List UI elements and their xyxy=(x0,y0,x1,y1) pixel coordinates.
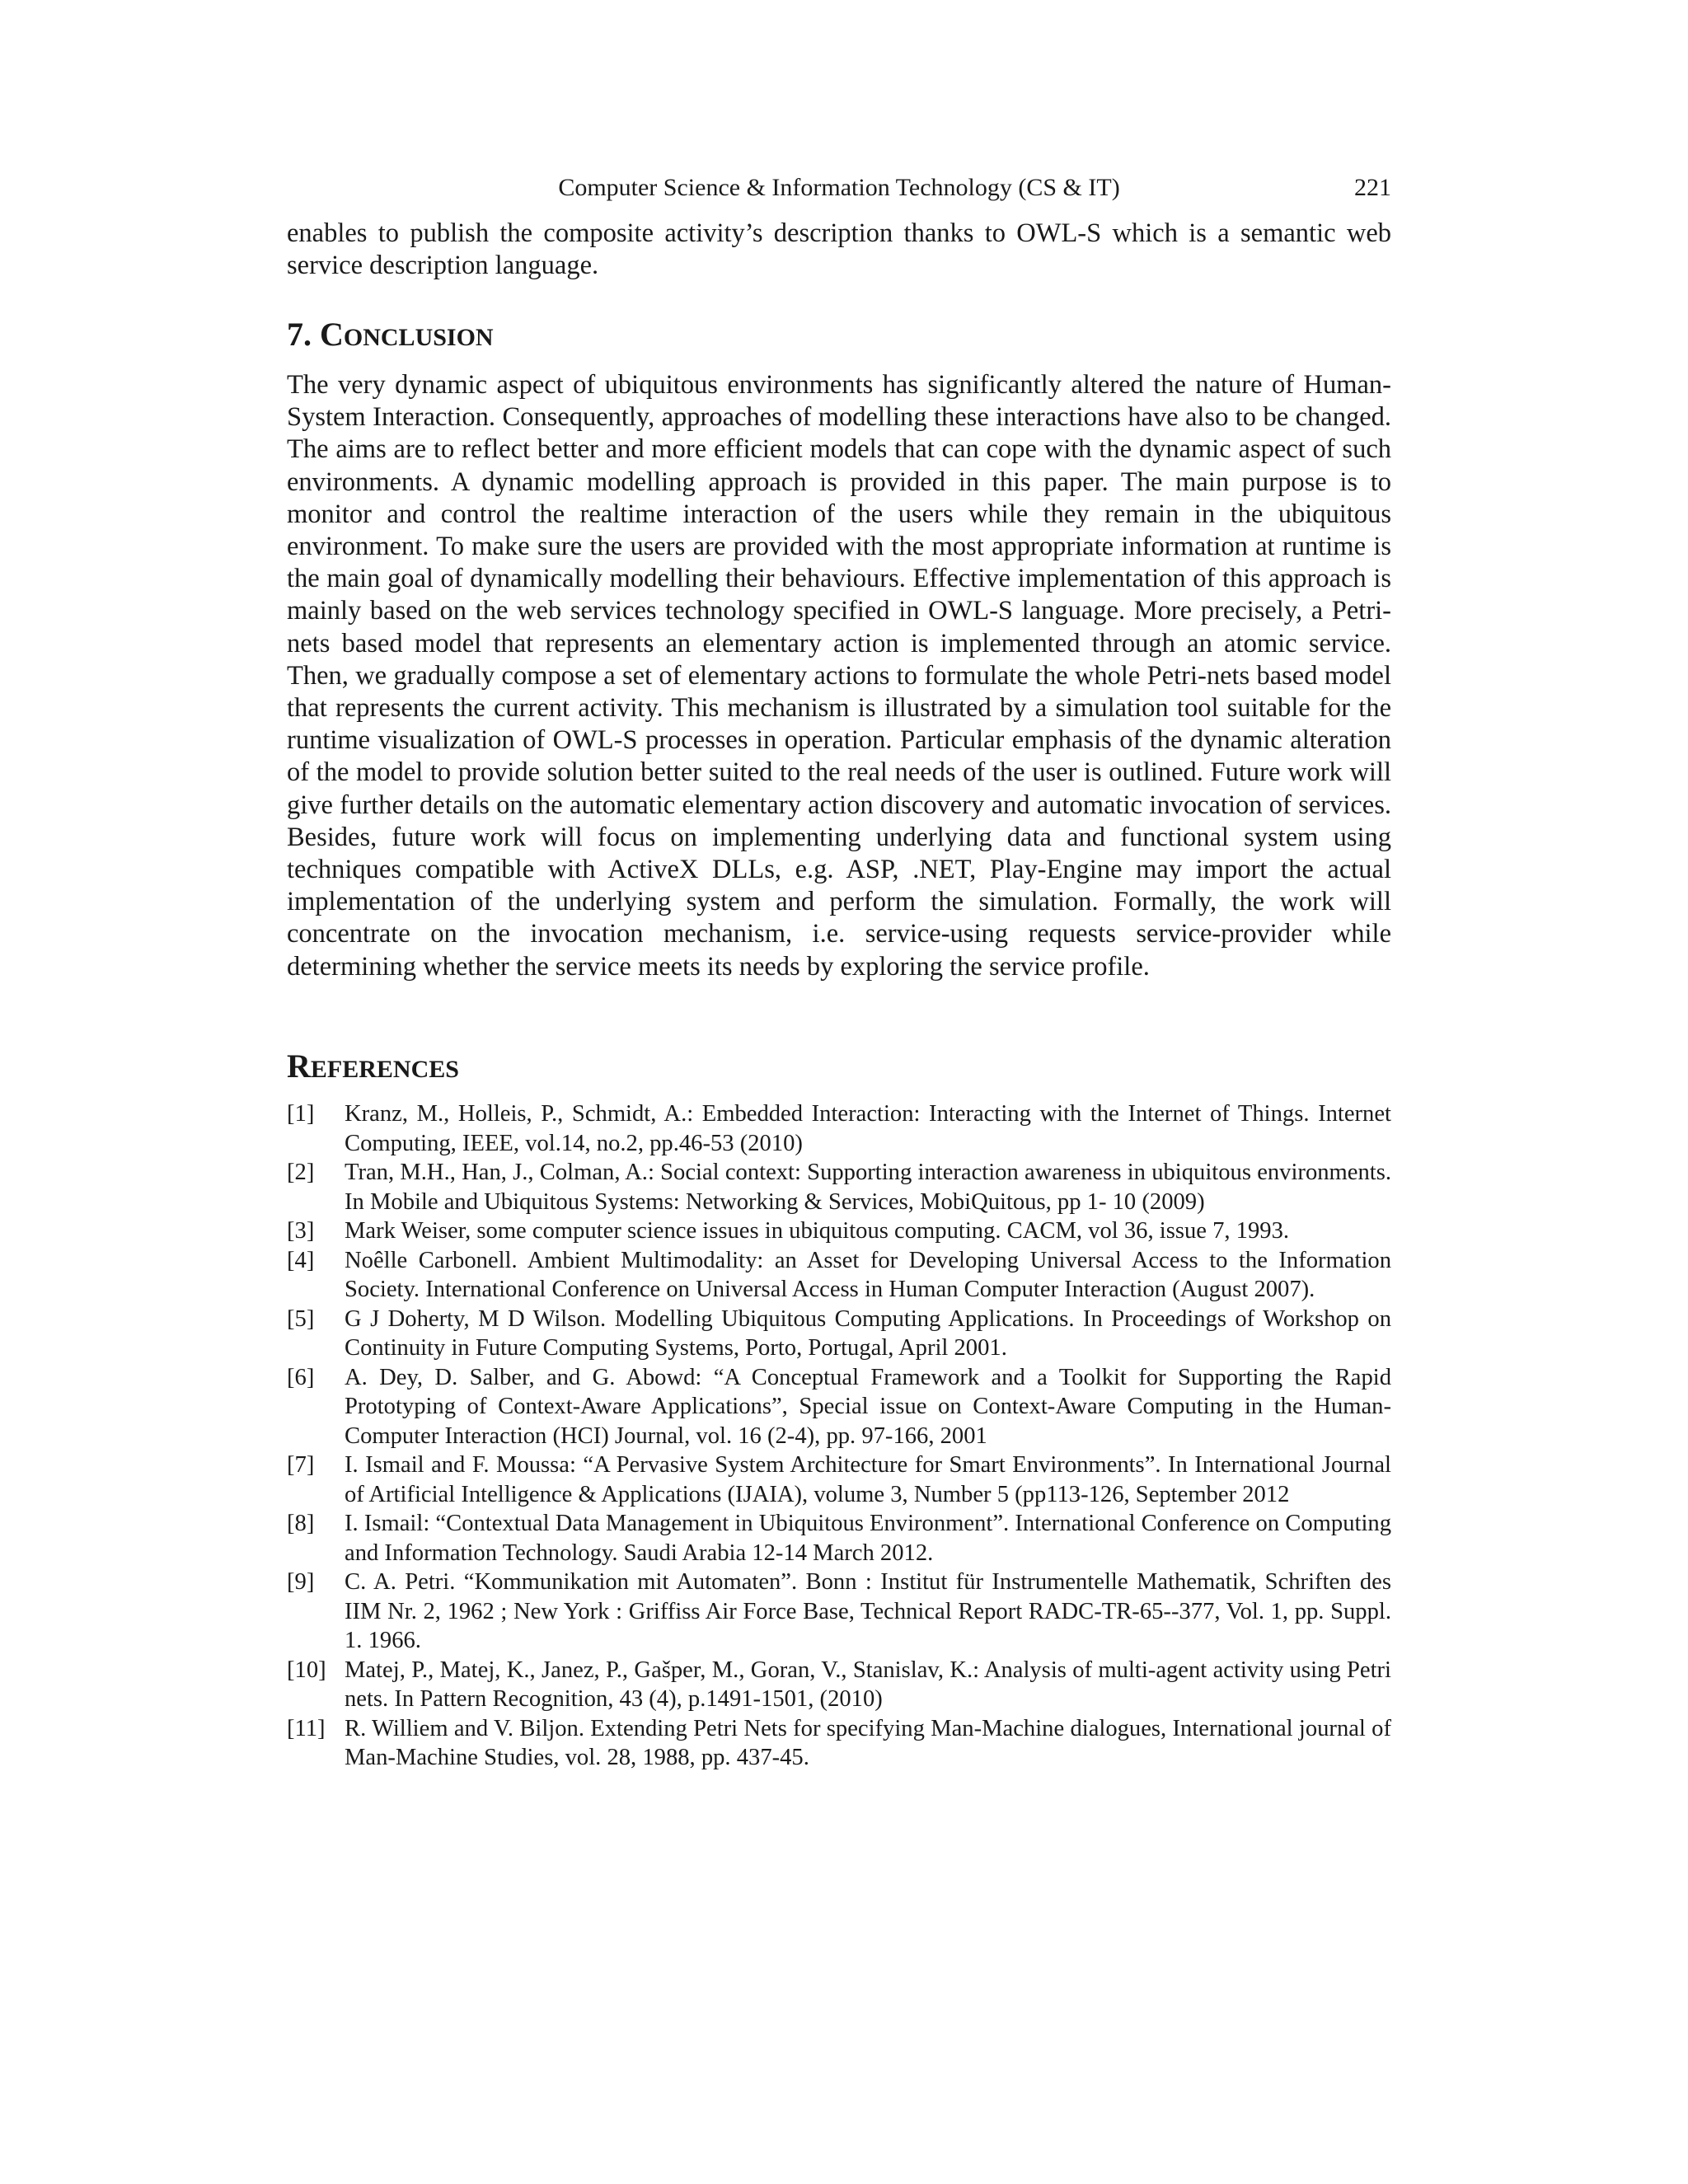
reference-text: Mark Weiser, some computer science issues in ubiquitous computing. CACM, vol 36, issue 7, 1993. xyxy=(345,1218,1290,1244)
reference-item xyxy=(287,1363,1391,1451)
reference-number: [9] xyxy=(287,1569,315,1595)
reference-item xyxy=(287,1099,1391,1158)
journal-title: Computer Science & Information Technology (CS & IT) xyxy=(558,174,1120,201)
reference-text: A. Dey, D. Salber, and G. Abowd: “A Conceptual Framework and a Toolkit for Supporting the Rapid Prototyping of Context-Aware Applications”, Special issue on Context-Aware Computing in the Human-Computer Interaction (HCI) Journal, vol. 16 (2-4), pp. 97-166, 2001 xyxy=(345,1364,1391,1449)
heading-rest: ONCLUSION xyxy=(343,324,494,351)
reference-text: Kranz, M., Holleis, P., Schmidt, A.: Embedded Interaction: Interacting with the Internet of Things. Internet Computing, IEEE, vol.14, no.2, pp.46-53 (2010) xyxy=(345,1101,1391,1156)
reference-number: [10] xyxy=(287,1657,326,1683)
reference-number: [1] xyxy=(287,1101,315,1127)
reference-item xyxy=(287,1246,1391,1305)
reference-item xyxy=(287,1451,1391,1509)
running-header xyxy=(287,171,1391,204)
reference-number: [6] xyxy=(287,1364,315,1390)
heading-initial: C xyxy=(320,316,344,353)
reference-text: C. A. Petri. “Kommunikation mit Automaten”. Bonn : Institut für Instrumentelle Mathematik, Schriften des IIM Nr. 2, 1962 ; New York : Griffiss Air Force Base, Technical Report RADC-TR-65--377, Vol. 1, pp. Suppl. 1. 1966. xyxy=(345,1569,1391,1653)
heading-rest: EFERENCES xyxy=(310,1056,459,1083)
reference-number: [11] xyxy=(287,1715,326,1741)
references-heading xyxy=(287,1047,459,1090)
reference-text: I. Ismail: “Contextual Data Management in Ubiquitous Environment”. International Conference on Computing and Information Technology. Saudi Arabia 12-14 March 2012. xyxy=(345,1511,1391,1566)
section-number: 7. xyxy=(287,316,320,353)
reference-text: Tran, M.H., Han, J., Colman, A.: Social context: Supporting interaction awareness in ubiquitous environments. In Mobile and Ubiquitous Systems: Networking & Services, MobiQuitous, pp 1- 10 (2009) xyxy=(345,1160,1391,1215)
conclusion-heading xyxy=(287,315,494,358)
reference-text: Noêlle Carbonell. Ambient Multimodality: an Asset for Developing Universal Access to the Information Society. International Conference on Universal Access in Human Computer Interaction (August 2007). xyxy=(345,1247,1391,1302)
reference-list xyxy=(287,1099,1391,1773)
reference-item xyxy=(287,1216,1391,1246)
reference-item xyxy=(287,1305,1391,1363)
reference-item xyxy=(287,1158,1391,1216)
reference-item xyxy=(287,1568,1391,1656)
intro-paragraph: enables to publish the composite activity’s description thanks to OWL-S which is a semantic web service description language. xyxy=(287,218,1391,281)
reference-number: [7] xyxy=(287,1452,315,1478)
reference-text: Matej, P., Matej, K., Janez, P., Gašper, M., Goran, V., Stanislav, K.: Analysis of multi-agent activity using Petri nets. In Pattern Recognition, 43 (4), p.1491-1501, (2010) xyxy=(345,1657,1391,1712)
reference-text: G J Doherty, M D Wilson. Modelling Ubiquitous Computing Applications. In Proceedings of Workshop on Continuity in Future Computing Systems, Porto, Portugal, April 2001. xyxy=(345,1305,1391,1361)
reference-number: [2] xyxy=(287,1160,315,1185)
reference-text: R. Williem and V. Biljon. Extending Petri Nets for specifying Man-Machine dialogues, International journal of Man-Machine Studies, vol. 28, 1988, pp. 437-45. xyxy=(345,1715,1391,1770)
reference-number: [4] xyxy=(287,1247,315,1273)
heading-initial: R xyxy=(287,1047,311,1085)
reference-number: [8] xyxy=(287,1511,315,1536)
reference-number: [5] xyxy=(287,1305,315,1332)
reference-item xyxy=(287,1509,1391,1568)
reference-number: [3] xyxy=(287,1218,315,1244)
reference-item xyxy=(287,1656,1391,1714)
conclusion-paragraph: The very dynamic aspect of ubiquitous environments has significantly altered the nature of Human-System Interaction. Consequently, approaches of modelling these interactions have also to be changed. The aims are to reflect better and more efficient models that can cope with the dynamic aspect of such environments. A dynamic modelling approach is provided in this paper. The main purpose is to monitor and control the realtime interaction of the users while they remain in the ubiquitous environment. To make sure the users are provided with the most appropriate information at runtime is the main goal of dynamically modelling their behaviours. Effective implementation of this approach is mainly based on the web services technology specified in OWL-S language. More precisely, a Petri-nets based model that represents an elementary action is implemented through an atomic service. Then, we gradually compose a set of elementary actions to formulate the whole Petri-nets based model that represents the current activity. This mechanism is illustrated by a simulation tool suitable for the runtime visualization of OWL-S processes in operation. Particular emphasis of the dynamic alteration of the model to provide solution better suited to the real needs of the user is outlined. Future work will give further details on the automatic elementary action discovery and automatic invocation of services. Besides, future work will focus on implementing underlying data and functional system using techniques compatible with ActiveX DLLs, e.g. ASP, .NET, Play-Engine may import the actual implementation of the underlying system and perform the simulation. Formally, the work will concentrate on the invocation mechanism, i.e. service-using requests service-provider while determining whether the service meets its needs by exploring the service profile. xyxy=(287,370,1391,982)
reference-text: I. Ismail and F. Moussa: “A Pervasive System Architecture for Smart Environments”. In International Journal of Artificial Intelligence & Applications (IJAIA), volume 3, Number 5 (pp113-126, September 2012 xyxy=(345,1452,1391,1507)
page-number: 221 xyxy=(1354,174,1391,201)
reference-item xyxy=(287,1714,1391,1773)
